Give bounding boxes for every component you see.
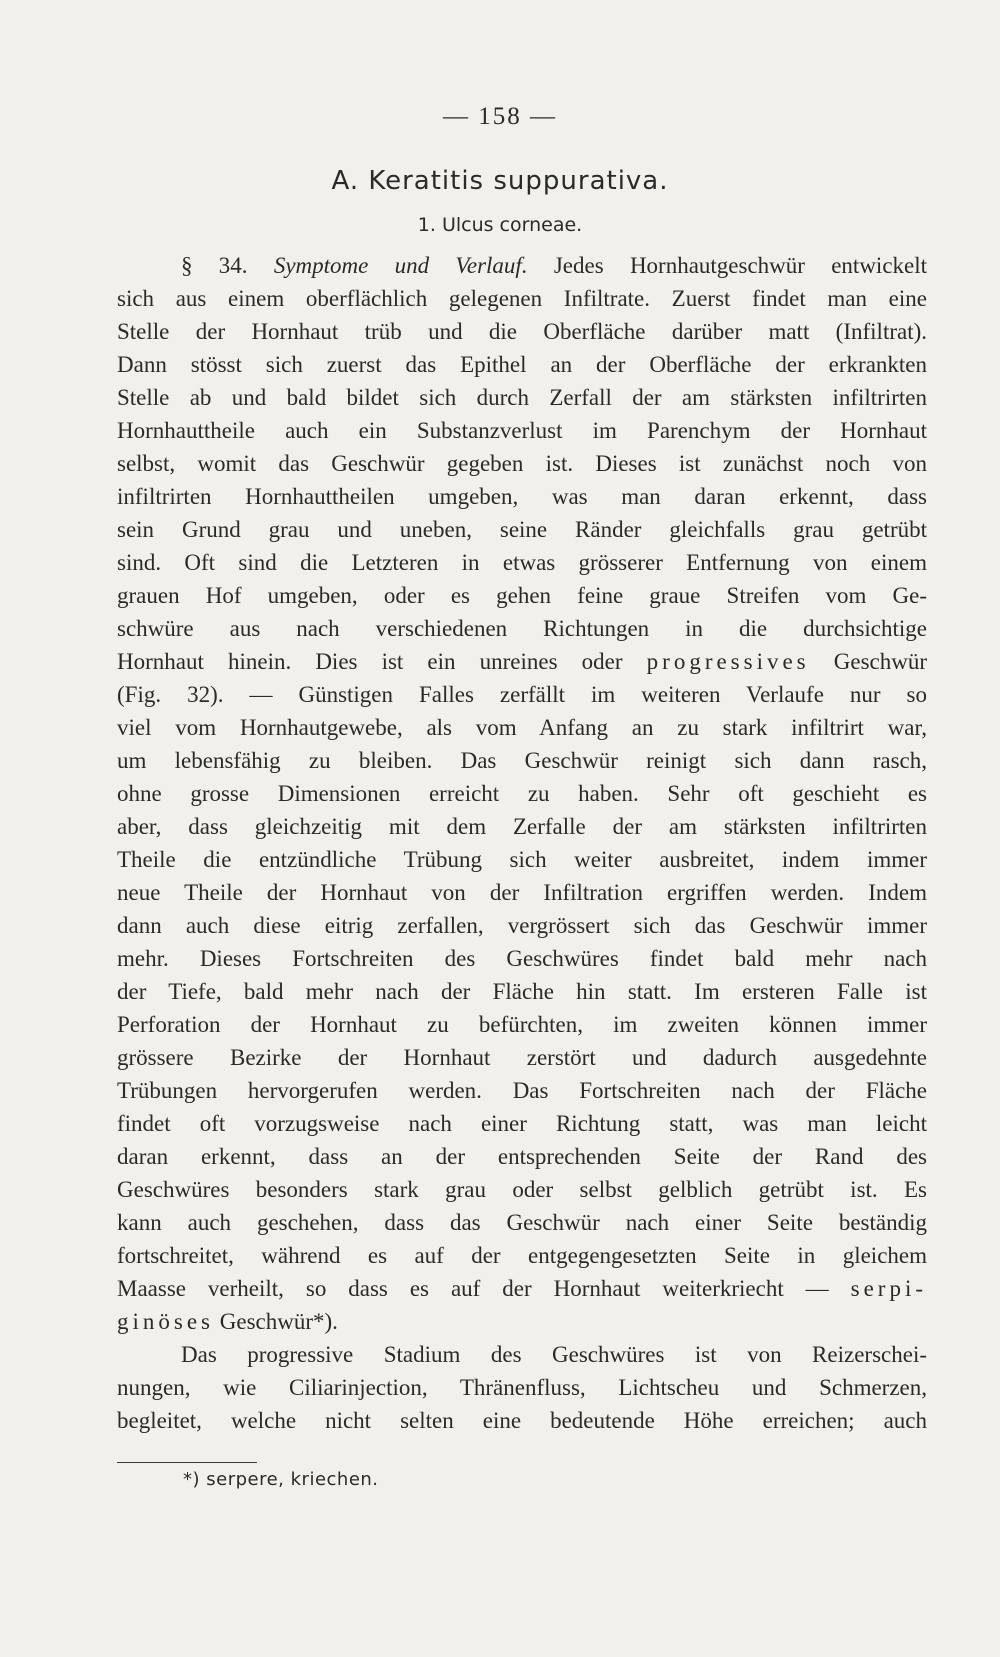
text-line: Theile die entzündliche Trübung sich weiter ausbreitet, indem immer: [117, 847, 927, 872]
text-line: Dann stösst sich zuerst das Epithel an der Oberfläche der erkrankten: [117, 352, 927, 377]
text-line: sich aus einem oberflächlich gelegenen Infiltrate. Zuerst findet man eine: [117, 286, 927, 311]
text-line: sein Grund grau und uneben, seine Ränder gleichfalls grau getrübt: [117, 517, 927, 542]
paragraph-1-last-line: [117, 1305, 927, 1338]
text-line: findet oft vorzugsweise nach einer Richtung statt, was man leicht: [117, 1111, 927, 1136]
paragraph-1-first-line: [117, 249, 927, 282]
page-number: — 158 —: [443, 103, 557, 130]
text-line-serpiginous: [117, 1272, 927, 1305]
text-line: neue Theile der Hornhaut von der Infiltration ergriffen werden. Indem: [117, 880, 927, 905]
text-line-progressive: [117, 645, 927, 678]
text-line: Geschwüres besonders stark grau oder selbst gelblich getrübt ist. Es: [117, 1177, 927, 1202]
text-line: Perforation der Hornhaut zu befürchten, im zweiten können immer: [117, 1012, 927, 1037]
text-line: kann auch geschehen, dass das Geschwür nach einer Seite beständig: [117, 1210, 927, 1235]
emphasized-term: progressives: [646, 649, 810, 674]
text-line: daran erkennt, dass an der entsprechenden Seite der Rand des: [117, 1144, 927, 1169]
footnote-divider: [117, 1462, 257, 1463]
text-line: der Tiefe, bald mehr nach der Fläche hin statt. Im ersteren Falle ist: [117, 979, 927, 1004]
text-line: sind. Oft sind die Letzteren in etwas grösserer Entfernung von einem: [117, 550, 927, 575]
text-line: Stelle ab und bald bildet sich durch Zerfall der am stärksten infiltrirten: [117, 385, 927, 410]
text-line: begleitet, welche nicht selten eine bedeutende Höhe erreichen; auch: [117, 1408, 927, 1433]
text-line: nungen, wie Ciliarinjection, Thränenfluss, Lichtscheu und Schmerzen,: [117, 1375, 927, 1400]
text-line: infiltrirten Hornhauttheilen umgeben, was man daran erkennt, dass: [117, 484, 927, 509]
text-line: fortschreitet, während es auf der entgegengesetzten Seite in gleichem: [117, 1243, 927, 1268]
text-line: schwüre aus nach verschiedenen Richtungen in die durchsichtige: [117, 616, 927, 641]
text-fragment: Geschwür: [809, 649, 927, 674]
text-line: dann auch diese eitrig zerfallen, vergrössert sich das Geschwür immer: [117, 913, 927, 938]
text-line: mehr. Dieses Fortschreiten des Geschwüres findet bald mehr nach: [117, 946, 927, 971]
text-line: grauen Hof umgeben, oder es gehen feine graue Streifen vom Ge-: [117, 583, 927, 608]
first-line-text: Jedes Hornhautgeschwür entwickelt: [527, 253, 928, 278]
body-text: [117, 249, 927, 1437]
text-line: viel vom Hornhautgewebe, als vom Anfang an zu stark infiltrirt war,: [117, 715, 927, 740]
text-line: Trübungen hervorgerufen werden. Das Fortschreiten nach der Fläche: [117, 1078, 927, 1103]
text-line: Stelle der Hornhaut trüb und die Oberfläche darüber matt (Infiltrat).: [117, 319, 927, 344]
text-line: Hornhauttheile auch ein Substanzverlust im Parenchym der Hornhaut: [117, 418, 927, 443]
text-fragment: Geschwür*).: [214, 1309, 338, 1334]
text-line: (Fig. 32). — Günstigen Falles zerfällt im weiteren Verlaufe nur so: [117, 682, 927, 707]
emphasized-term: serpi-: [850, 1276, 927, 1301]
text-fragment: Maasse verheilt, so dass es auf der Hornhaut weiterkriecht —: [117, 1276, 851, 1301]
subsection-title: 1. Ulcus corneae.: [417, 214, 583, 236]
section-heading: Symptome und Verlauf.: [273, 253, 528, 278]
section-marker: § 34.: [181, 253, 248, 278]
paragraph-2-first-line: Das progressive Stadium des Geschwüres ist von Reizerschei-: [181, 1342, 927, 1367]
text-line: selbst, womit das Geschwür gegeben ist. Dieses ist zunächst noch von: [117, 451, 927, 476]
text-line: aber, dass gleichzeitig mit dem Zerfalle der am stärksten infiltrirten: [117, 814, 927, 839]
text-line: um lebensfähig zu bleiben. Das Geschwür reinigt sich dann rasch,: [117, 748, 927, 773]
text-line: grössere Bezirke der Hornhaut zerstört und dadurch ausgedehnte: [117, 1045, 927, 1070]
text-line: ohne grosse Dimensionen erreicht zu haben. Sehr oft geschieht es: [117, 781, 927, 806]
text-fragment: Hornhaut hinein. Dies ist ein unreines oder: [117, 649, 647, 674]
chapter-title: A. Keratitis suppurativa.: [331, 166, 669, 196]
emphasized-term: ginöses: [117, 1309, 214, 1334]
footnote: *) serpere, kriechen.: [183, 1469, 379, 1490]
